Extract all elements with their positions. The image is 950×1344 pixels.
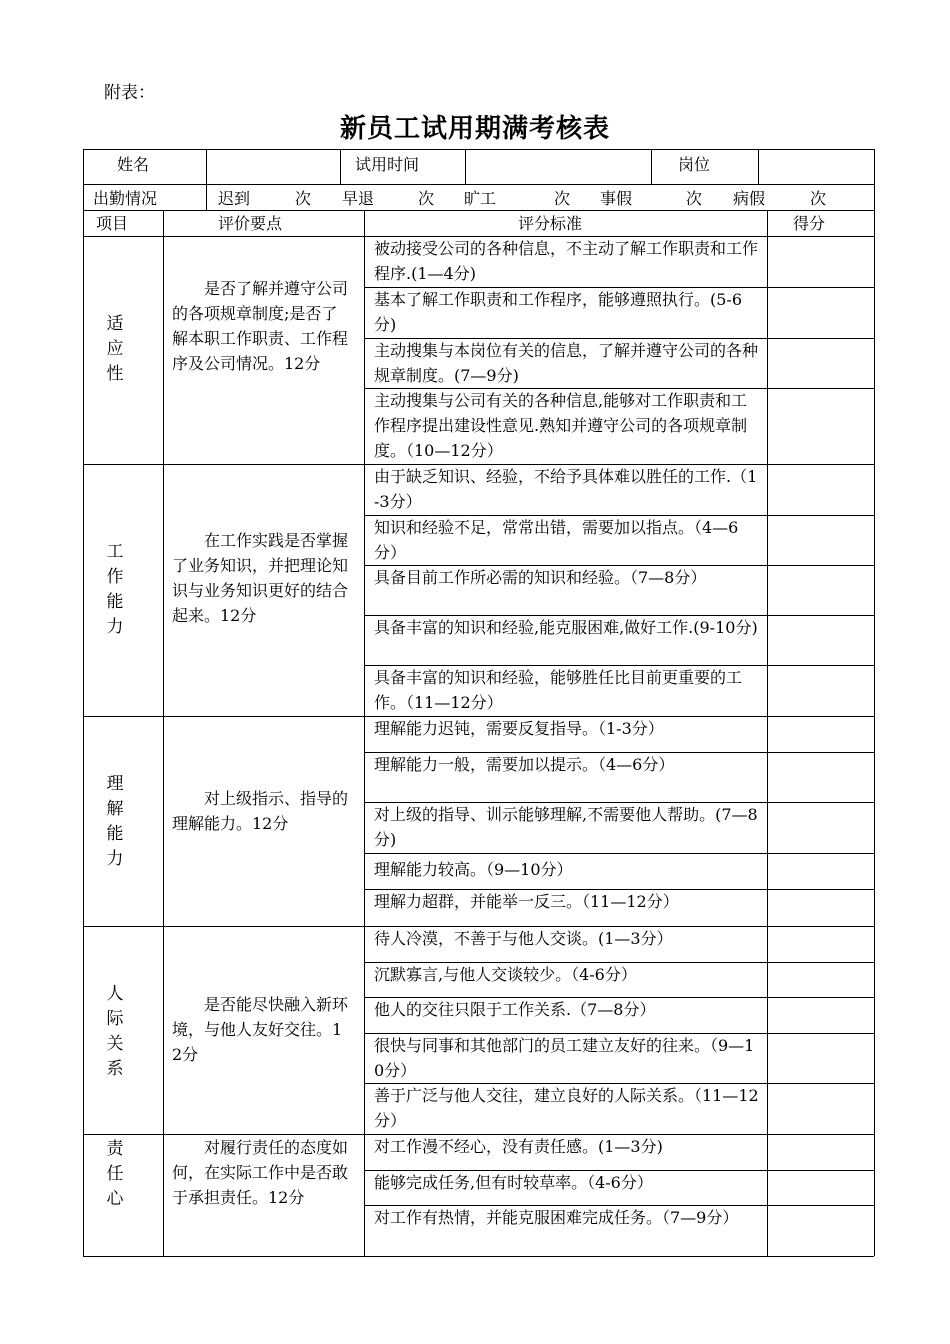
category-char: 人 <box>106 984 124 1004</box>
criteria-item: 理解能力一般，需要加以提示。（4—6分） <box>374 755 675 774</box>
score-field[interactable] <box>768 339 873 387</box>
score-field[interactable] <box>768 753 873 801</box>
rule <box>83 926 84 1134</box>
score-field[interactable] <box>768 1206 873 1255</box>
category-char: 能 <box>106 592 124 612</box>
section-category <box>100 540 130 640</box>
score-field[interactable] <box>768 237 873 286</box>
rule <box>874 1134 875 1256</box>
position-label: 岗位 <box>678 155 711 174</box>
rule <box>767 210 768 236</box>
rule <box>340 149 341 184</box>
score-field[interactable] <box>768 616 873 664</box>
rule <box>874 149 875 184</box>
rule <box>364 1134 365 1256</box>
rule <box>163 236 164 464</box>
column-score: 得分 <box>793 214 826 233</box>
attendance-label: 出勤情况 <box>93 189 158 208</box>
criteria-item: 他人的交往只限于工作关系.（7—8分） <box>374 1000 656 1019</box>
category-char: 际 <box>106 1009 124 1029</box>
column-item: 项目 <box>96 214 129 233</box>
criteria-item: 很快与同事和其他部门的员工建立友好的往来。（9—10分） <box>374 1036 755 1080</box>
rule <box>83 210 84 236</box>
rule <box>874 716 875 926</box>
rule <box>163 926 164 1134</box>
category-char: 工 <box>106 542 124 562</box>
score-field[interactable] <box>768 566 873 614</box>
section-category <box>100 772 130 872</box>
score-field[interactable] <box>768 389 873 463</box>
rule <box>364 210 365 236</box>
rule <box>364 236 365 464</box>
rule <box>651 149 652 184</box>
rule <box>163 464 164 716</box>
column-key-points: 评价要点 <box>218 214 283 233</box>
section-key-points: 对履行责任的态度如何，在实际工作中是否敢于承担责任。12分 <box>172 1138 349 1207</box>
rule <box>83 1256 874 1257</box>
section-category <box>100 312 130 387</box>
criteria-item: 沉默寡言,与他人交谈较少。（4-6分） <box>374 965 637 984</box>
score-field[interactable] <box>768 803 873 852</box>
criteria-item: 具备目前工作所必需的知识和经验。（7—8分） <box>374 568 707 587</box>
category-char: 应 <box>106 339 124 359</box>
section-category <box>100 982 130 1082</box>
category-char: 力 <box>106 617 124 637</box>
criteria-item: 具备丰富的知识和经验,能克服困难,做好工作.(9-10分) <box>374 618 758 637</box>
criteria-item: 对上级的指导、训示能够理解,不需要他人帮助。(7—8分) <box>374 805 758 849</box>
criteria-item: 主动搜集与本岗位有关的信息，了解并遵守公司的各种规章制度。(7—9分) <box>374 341 759 385</box>
rule <box>83 464 84 716</box>
rule <box>874 236 875 464</box>
criteria-item: 具备丰富的知识和经验，能够胜任比目前更重要的工作。（11—12分） <box>374 668 743 712</box>
attendance-late-unit: 次 <box>295 189 312 208</box>
score-field[interactable] <box>768 1084 873 1133</box>
rule <box>874 464 875 716</box>
page-title: 新员工试用期满考核表 <box>339 114 610 144</box>
criteria-item: 待人冷漠，不善于与他人交谈。(1—3分） <box>374 929 673 948</box>
category-char: 关 <box>106 1034 124 1054</box>
criteria-item: 善于广泛与他人交往，建立良好的人际关系。（11—12分） <box>374 1086 759 1130</box>
category-char: 系 <box>106 1059 124 1079</box>
trial-time-field[interactable] <box>465 149 651 184</box>
score-field[interactable] <box>768 465 873 514</box>
category-char: 理 <box>106 774 124 794</box>
score-field[interactable] <box>768 998 873 1032</box>
criteria-item: 能够完成任务,但有时较草率。（4-6分） <box>374 1173 653 1192</box>
criteria-item: 理解能力较高。（9—10分） <box>374 860 573 879</box>
rule <box>364 716 365 926</box>
score-field[interactable] <box>768 890 873 925</box>
category-char: 作 <box>106 567 124 587</box>
rule <box>364 926 365 1134</box>
criteria-item: 理解能力迟钝，需要反复指导。（1-3分） <box>374 719 664 738</box>
column-criteria: 评分标准 <box>518 214 583 233</box>
criteria-item: 基本了解工作职责和工作程序，能够遵照执行。(5-6分) <box>374 290 743 334</box>
criteria-item: 被动接受公司的各种信息，不主动了解工作职责和工作程序.(1—4分) <box>374 239 759 283</box>
rule <box>83 184 84 210</box>
rule <box>874 926 875 1134</box>
category-char: 解 <box>106 799 124 819</box>
attendance-late: 迟到 <box>218 189 251 208</box>
rule <box>83 716 84 926</box>
attachment-label: 附表： <box>104 83 155 103</box>
category-char: 适 <box>106 314 124 334</box>
rule <box>874 210 875 236</box>
criteria-item: 理解力超群，并能举一反三。（11—12分） <box>374 892 679 911</box>
section-key-points: 是否了解并遵守公司的各项规章制度;是否了解本职工作职责、工作程序及公司情况。12分 <box>172 279 349 373</box>
score-field[interactable] <box>768 717 873 751</box>
score-field[interactable] <box>768 516 873 564</box>
criteria-item: 对工作有热情，并能克服困难完成任务。（7—9分） <box>374 1208 739 1227</box>
category-char: 力 <box>106 849 124 869</box>
rule <box>206 184 207 210</box>
criteria-item: 主动搜集与公司有关的各种信息,能够对工作职责和工作程序提出建设性意见.熟知并遵守公司的各项规章制度。（10—12分） <box>374 391 748 460</box>
section-key-points: 对上级指示、指导的理解能力。12分 <box>172 789 349 833</box>
section-category <box>100 1137 130 1212</box>
score-field[interactable] <box>768 1135 873 1169</box>
criteria-item: 知识和经验不足，常常出错，需要加以指点。（4—6分） <box>374 518 739 562</box>
score-field[interactable] <box>768 288 873 337</box>
score-field[interactable] <box>768 1034 873 1082</box>
rule <box>163 210 164 236</box>
score-field[interactable] <box>768 854 873 888</box>
trial-time-label: 试用时间 <box>355 155 420 174</box>
rule <box>163 1134 164 1256</box>
rule <box>163 716 164 926</box>
name-field[interactable] <box>206 149 340 184</box>
attendance-personal-leave-unit: 次 <box>686 189 703 208</box>
score-field[interactable] <box>768 666 873 715</box>
attendance-absent-unit: 次 <box>554 189 571 208</box>
category-char: 心 <box>106 1189 124 1209</box>
category-char: 性 <box>106 364 124 384</box>
score-field[interactable] <box>768 1171 873 1204</box>
rule <box>83 1134 84 1256</box>
category-char: 能 <box>106 824 124 844</box>
rule <box>83 184 874 185</box>
attendance-personal-leave: 事假 <box>600 189 633 208</box>
score-field[interactable] <box>768 927 873 961</box>
category-char: 任 <box>106 1164 124 1184</box>
attendance-sick-leave-unit: 次 <box>810 189 827 208</box>
score-field[interactable] <box>768 963 873 996</box>
criteria-item: 对工作漫不经心，没有责任感。(1—3分) <box>374 1137 663 1156</box>
attendance-early-unit: 次 <box>418 189 435 208</box>
section-key-points: 在工作实践是否掌握了业务知识，并把理论知识与业务知识更好的结合起来。12分 <box>172 531 349 625</box>
rule <box>874 184 875 210</box>
position-field[interactable] <box>758 149 874 184</box>
rule <box>364 464 365 716</box>
attendance-absent: 旷工 <box>464 189 497 208</box>
rule <box>83 149 84 184</box>
rule <box>83 236 84 464</box>
section-key-points: 是否能尽快融入新环境，与他人友好交往。12分 <box>172 995 349 1064</box>
attendance-early: 早退 <box>342 189 375 208</box>
attendance-sick-leave: 病假 <box>733 189 766 208</box>
criteria-item: 由于缺乏知识、经验，不给予具体难以胜任的工作.（1-3分） <box>374 467 758 511</box>
name-label: 姓名 <box>117 155 150 174</box>
category-char: 责 <box>106 1139 124 1159</box>
